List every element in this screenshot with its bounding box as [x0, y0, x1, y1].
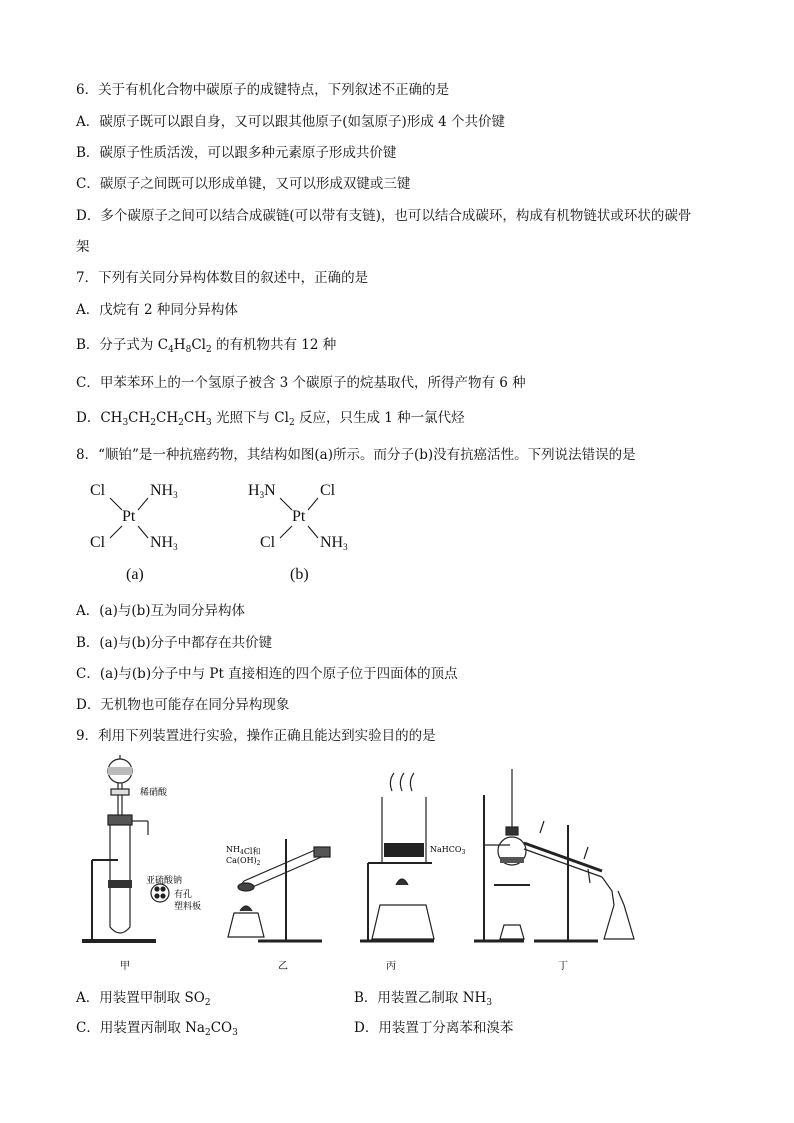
bing-label-reagent: NaHCO$_3$ [430, 845, 466, 856]
mol-b-top-left: $H_3N$ [248, 482, 276, 500]
caption-bing: 丙 [386, 961, 396, 972]
mol-a-top-left: Cl [90, 482, 106, 499]
q7-d-suffix: 反应，只生成 1 种一氯代烃 [294, 410, 465, 426]
yi-label-reagent1: $NH_4Cl$和 [226, 845, 261, 856]
mol-b-bottom-right: $NH_3$ [320, 534, 348, 552]
q6-option-c: C．碳原子之间既可以形成单键，又可以形成双键或三键 [76, 176, 411, 192]
apparatus-jia [82, 755, 169, 941]
mol-a-bonds [90, 482, 200, 562]
q7-b-suffix: 的有机物共有 12 种 [211, 337, 337, 353]
molecule-b [248, 482, 368, 586]
yi-label-reagent2: $Ca(OH)_2$ [226, 856, 261, 867]
q8-stem: 8．“顺铂”是一种抗癌药物，其结构如图(a)所示。而分子(b)没有抗癌活性。下列说法错误的是 [76, 447, 636, 463]
q9-option-d: D．用装置丁分离苯和溴苯 [354, 1020, 514, 1036]
q6-stem: 6．关于有机化合物中碳原子的成键特点，下列叙述不正确的是 [76, 82, 450, 98]
mol-a-bottom-left: Cl [90, 534, 106, 551]
mol-a-bottom-right: $NH_3$ [150, 534, 178, 552]
jia-label-board1: 有孔 [174, 890, 193, 900]
q9-option-c: C．用装置丙制取 $Na_2CO_3$ [76, 1020, 238, 1038]
q7-option-b [76, 335, 336, 355]
jia-label-acid: 稀硝酸 [140, 788, 168, 798]
mol-a-center: Pt [122, 508, 136, 525]
q7-stem: 7．下列有关同分异构体数目的叙述中，正确的是 [76, 270, 369, 286]
q8-option-c: C．(a)与(b)分子中与 Pt 直接相连的四个原子位于四面体的顶点 [76, 666, 458, 682]
q6-option-d-line2: 架 [76, 239, 90, 255]
mol-a-label: (a) [126, 566, 144, 583]
jia-label-board2: 塑料板 [174, 902, 202, 912]
apparatus-figure [78, 755, 648, 977]
q7-d-prefix: D． [76, 410, 101, 426]
mol-b-top-right: Cl [320, 482, 336, 499]
q9-stem: 9．利用下列装置进行实验，操作正确且能达到实验目的的是 [76, 728, 436, 744]
molecule-a [90, 482, 200, 586]
caption-jia: 甲 [120, 961, 130, 972]
q7-d-formula: $CH_3CH_2CH_2CH_3$ [100, 410, 212, 428]
mol-b-center: Pt [292, 508, 306, 525]
q7-option-d [76, 408, 465, 428]
q6-option-b: B．碳原子性质活泼，可以跟多种元素原子形成共价键 [76, 145, 397, 161]
mol-b-bonds [248, 482, 368, 562]
q9-option-a: A．用装置甲制取 $SO_2$ [76, 990, 211, 1008]
jia-label-salt: 亚硫酸钠 [146, 876, 183, 886]
q8-option-b: B．(a)与(b)分子中都存在共价键 [76, 635, 273, 651]
q7-d-mid: 光照下与 [211, 410, 275, 426]
q6-option-d-line1: D．多个碳原子之间可以结合成碳链(可以带有支链)，也可以结合成碳环，构成有机物链状或环状的碳骨 [76, 208, 692, 224]
q8-option-a: A．(a)与(b)互为同分异构体 [76, 603, 246, 619]
caption-yi: 乙 [278, 961, 288, 972]
q7-option-a: A．戊烷有 2 种同分异构体 [76, 302, 238, 318]
q7-d-cl2: $Cl_2$ [274, 410, 295, 428]
q7-b-prefix: B．分子式为 [76, 337, 158, 353]
q6-option-a: A．碳原子既可以跟自身，又可以跟其他原子(如氢原子)形成 4 个共价键 [76, 114, 505, 130]
q7-option-c: C．甲苯苯环上的一个氢原子被含 3 个碳原子的烷基取代，所得产物有 6 种 [76, 375, 526, 391]
caption-ding: 丁 [558, 961, 568, 972]
apparatus-bing [360, 773, 434, 941]
q8-option-d: D．无机物也可能存在同分异构现象 [76, 697, 290, 713]
mol-b-bottom-left: Cl [260, 534, 276, 551]
mol-b-label: (b) [290, 566, 309, 583]
q7-b-formula: $C_4H_8Cl_2$ [157, 337, 212, 355]
mol-a-top-right: $NH_3$ [150, 482, 178, 500]
apparatus-ding [474, 769, 634, 941]
q9-option-b: B．用装置乙制取 $NH_3$ [354, 990, 493, 1008]
